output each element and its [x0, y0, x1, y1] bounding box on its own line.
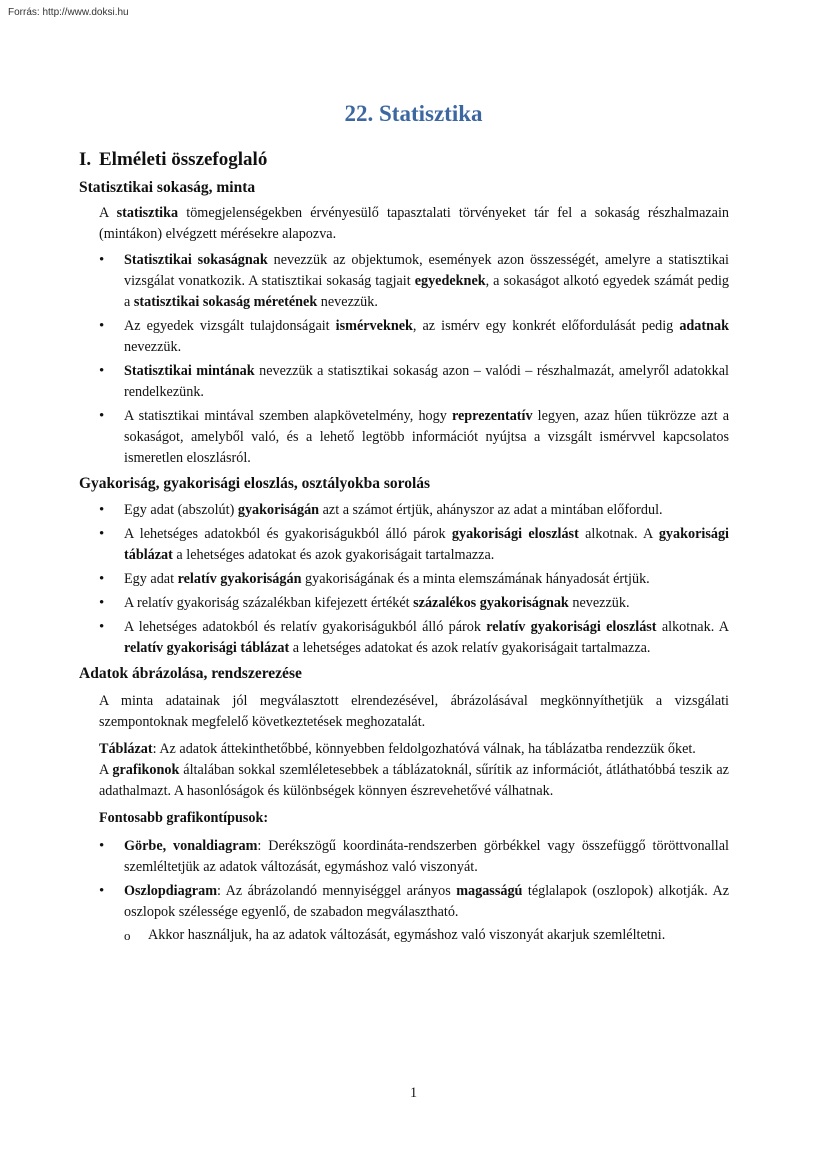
list-item: • Az egyedek vizsgált tulajdonságait ismérveknek, az ismérv egy konkrét előfordulását pedig adatnak nevezzük. [79, 316, 729, 358]
subsection-heading: Statisztikai sokaság, minta [79, 179, 256, 196]
list-item: • A relatív gyakoriság százalékban kifejezett értékét százalékos gyakoriságnak nevezzük. [79, 593, 729, 614]
list-item: • A statisztikai mintával szemben alapkövetelmény, hogy reprezentatív legyen, azaz hűen tükrözze azt a sokaságot, amelyből való, és a lehető legtöbb információt nyújtsa a vizsgált ismérvvel kapcsolatos ismeretlen eloszlásról. [79, 406, 729, 469]
section-heading [79, 147, 729, 173]
subsection-heading: Gyakoriság, gyakorisági eloszlás, osztályokba sorolás [79, 475, 431, 492]
list-item: • A lehetséges adatokból és relatív gyakoriságukból álló párok relatív gyakorisági eloszlást alkotnak. A relatív gyakorisági táblázat a lehetséges adatokat és azok relatív gyakoriságait tartalmazza. [79, 617, 729, 659]
paragraph: A minta adatainak jól megválasztott elrendezésével, ábrázolásával megkönnyíthetjük a vizsgálati szempontoknak megfelelő következtetések meghozatalát. [99, 693, 729, 730]
subsection-heading: Adatok ábrázolása, rendszerezése [79, 665, 302, 682]
paragraph: A grafikonok általában sokkal szemléletesebbek a táblázatoknál, sűrítik az információt, átláthatóbbá teszik az adathalmazt. A hasonlóságok és különbségek könnyen észrevehetővé válhatnak. [99, 762, 729, 799]
list-item: • Oszlopdiagram: Az ábrázolandó mennyiséggel arányos magasságú téglalapok (oszlopok) alkotják. Az oszlopok szélessége egyenlő, de szabadon megválasztható. o Akkor használjuk, ha az adatok változását, egymáshoz való viszonyát akarjuk szemléltetni. [79, 881, 729, 946]
list-item: • Statisztikai mintának nevezzük a statisztikai sokaság azon – valódi – részhalmazát, amelyről adatokkal rendelkezünk. [79, 361, 729, 403]
page-number: 1 [409, 1085, 418, 1101]
document-body [79, 147, 729, 949]
list-item: • Statisztikai sokaságnak nevezzük az objektumok, események azon összességét, amelyre a statisztikai vizsgálat vonatkozik. A statisztikai sokaság tagjait egyedeknek, a sokaságot alkotó egyedek számát pedig a statisztikai sokaság méretének nevezzük. [79, 250, 729, 313]
section-number: I. [79, 149, 92, 170]
list-item: • Egy adat (abszolút) gyakoriságán azt a számot értjük, ahányszor az adat a mintában előfordul. [79, 500, 729, 521]
types-heading: Fontosabb grafikontípusok: [99, 810, 269, 826]
list-item: • Görbe, vonaldiagram: Derékszögű koordináta-rendszerben görbékkel vagy összefüggő töröttvonallal szemléltetjük az adatok változását, egymáshoz való viszonyát. [79, 836, 729, 878]
source-label: Forrás: http://www.doksi.hu [8, 7, 129, 18]
list-item: • A lehetséges adatokból és gyakoriságukból álló párok gyakorisági eloszlást alkotnak. A gyakorisági táblázat a lehetséges adatokat és azok gyakoriságait tartalmazza. [79, 524, 729, 566]
bullet-list [79, 250, 729, 469]
paragraph: Táblázat: Az adatok áttekinthetőbbé, könnyebben feldolgozhatóvá válnak, ha táblázatba rendezzük őket. [99, 741, 696, 757]
bullet-list [79, 836, 729, 946]
sub-list [79, 925, 729, 946]
sub-list-item: o Akkor használjuk, ha az adatok változását, egymáshoz való viszonyát akarjuk szemléltetni. [79, 925, 729, 946]
page-title: 22. Statisztika [344, 101, 483, 126]
section-label: Elméleti összefoglaló [99, 149, 268, 170]
paragraph: A statisztika tömegjelenségekben érvényesülő tapasztalati törvényeket tár fel a sokaság részhalmazain (mintákon) elvégzett mérésekre alapozva. [99, 205, 729, 242]
bullet-list [79, 500, 729, 659]
list-item: • Egy adat relatív gyakoriságán gyakoriságának és a minta elemszámának hányadosát értjük. [79, 569, 729, 590]
